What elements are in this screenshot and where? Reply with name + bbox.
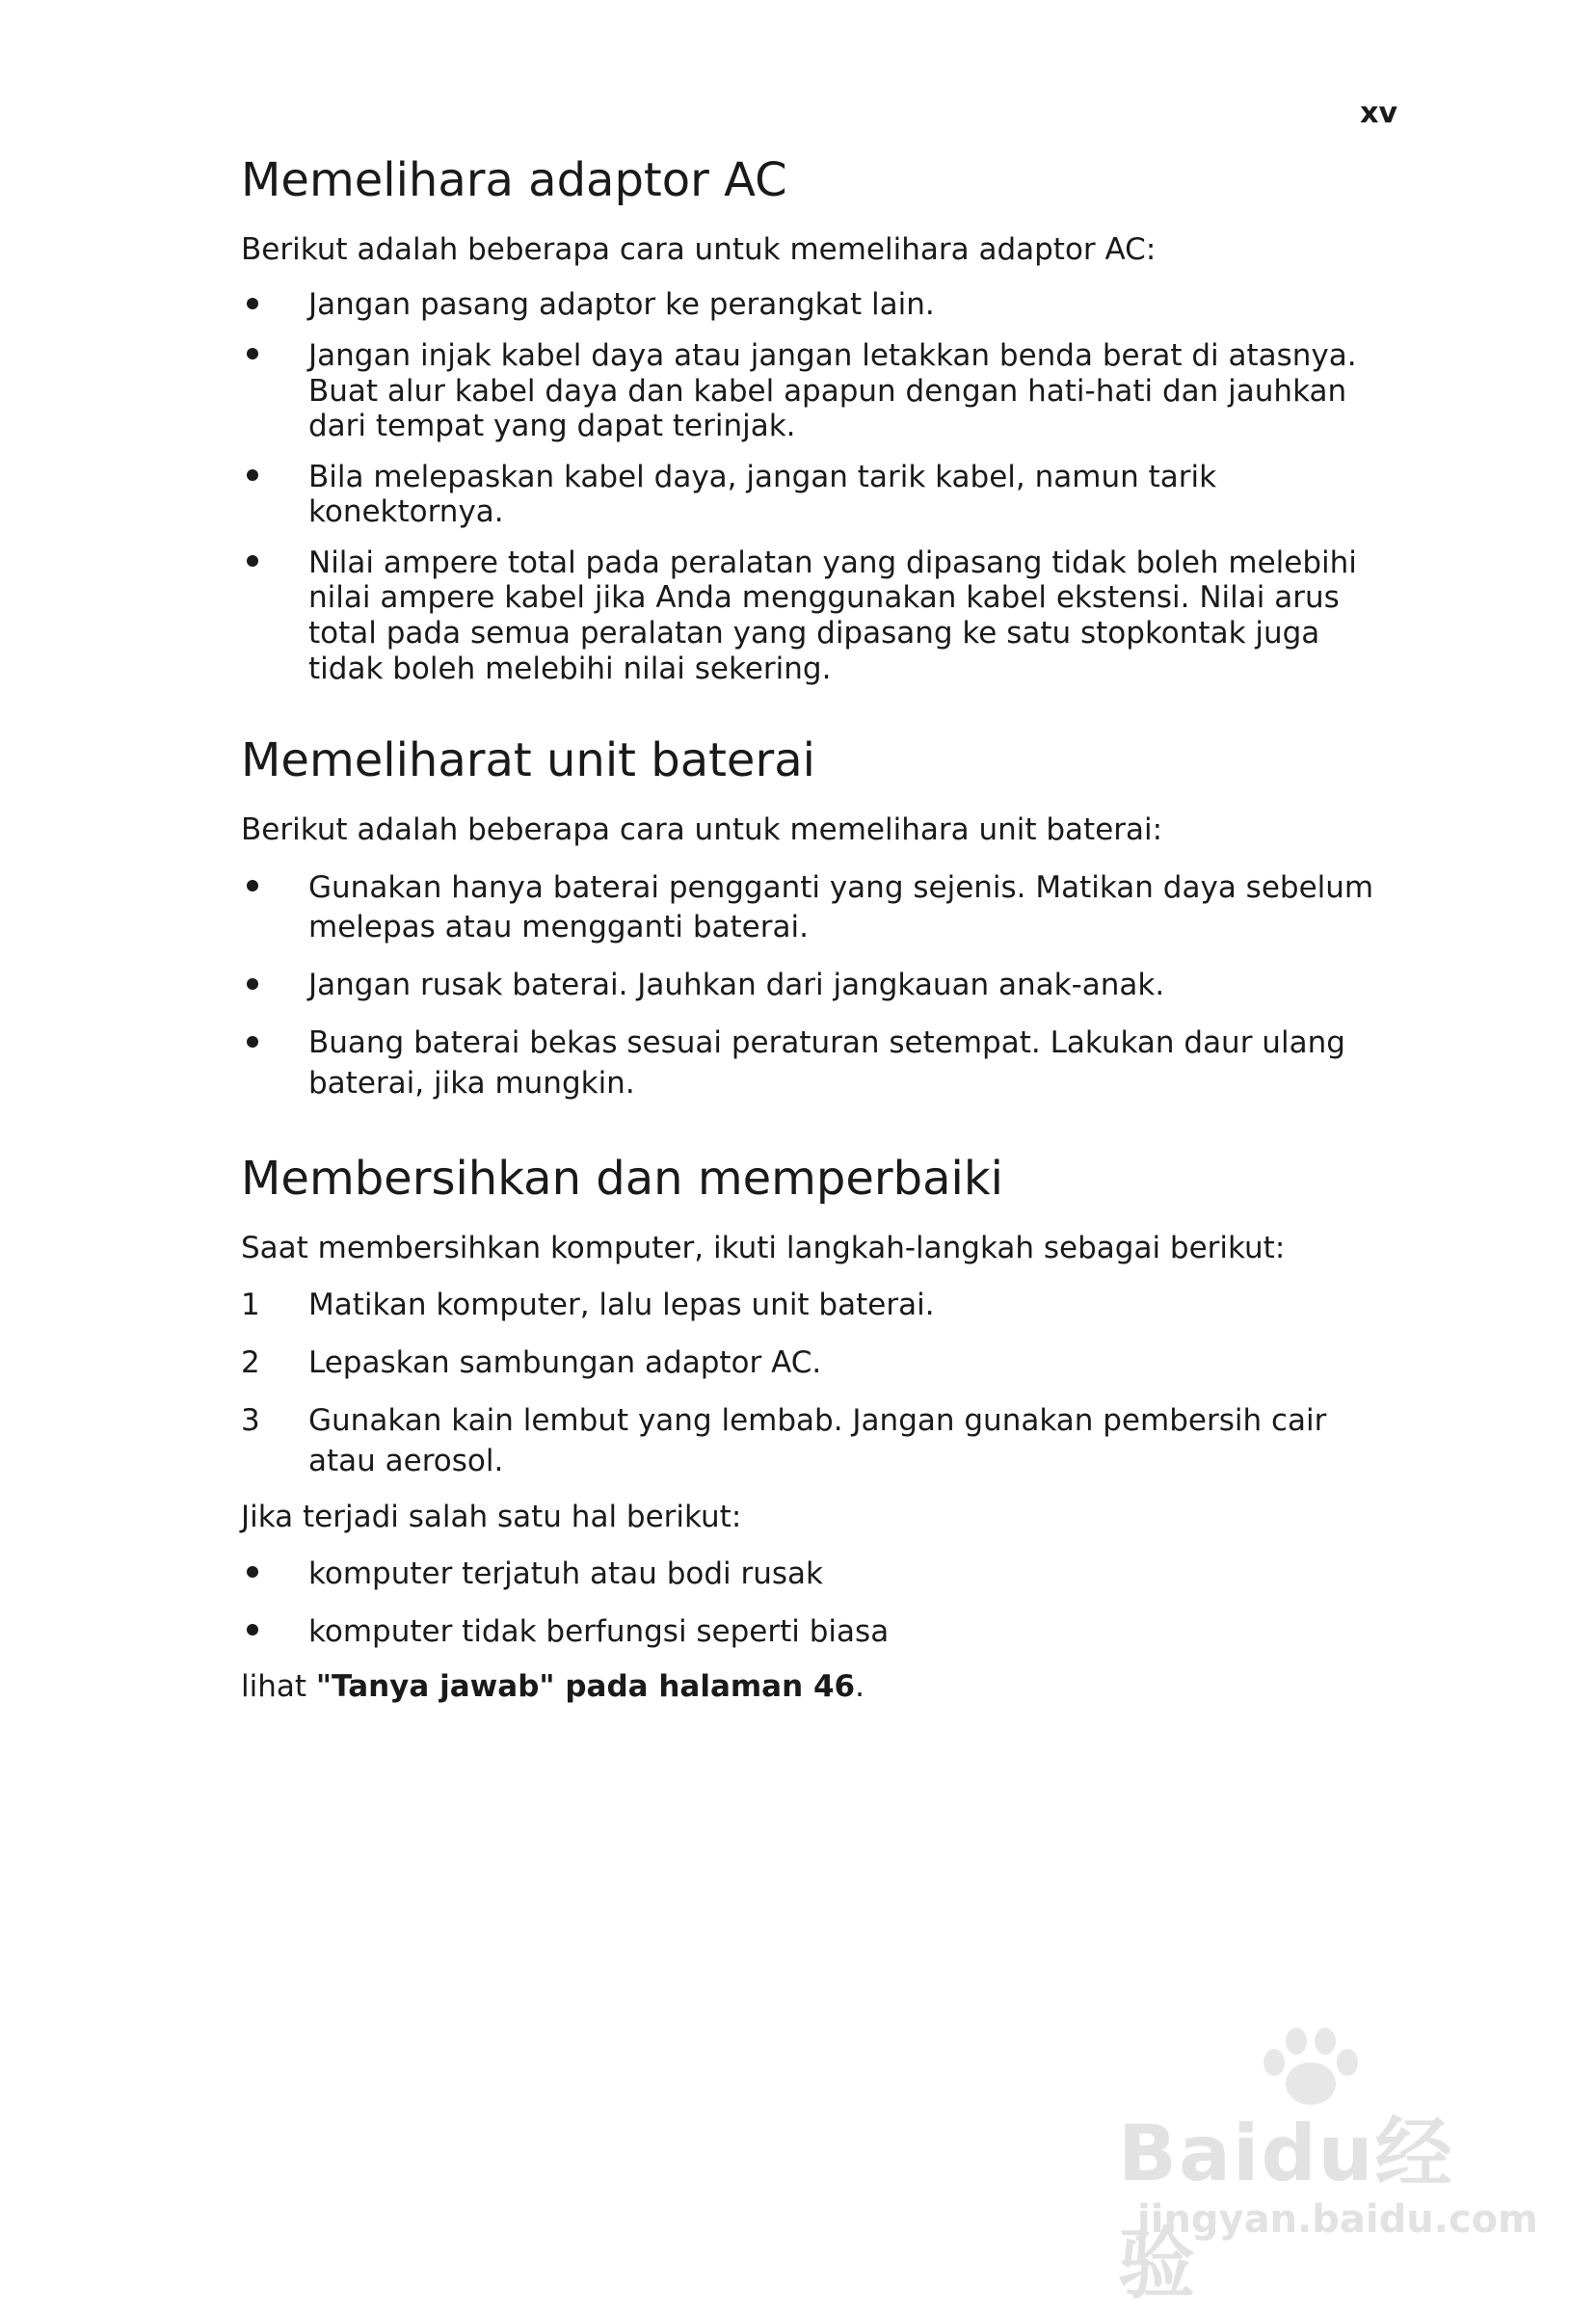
step-item bbox=[241, 1343, 1378, 1384]
step-number: 2 bbox=[241, 1344, 260, 1380]
list-item-text: komputer terjatuh atau bodi rusak bbox=[308, 1555, 823, 1591]
cross-reference-link[interactable]: "Tanya jawab" pada halaman 46 bbox=[315, 1669, 856, 1705]
list-item bbox=[241, 287, 1378, 323]
list-item-text: Bila melepaskan kabel daya, jangan tarik kabel, namun tarik konektornya. bbox=[308, 459, 1217, 530]
watermark-url: jingyan.baidu.com bbox=[1137, 2197, 1538, 2242]
list-item-text: Jangan pasang adaptor ke perangkat lain. bbox=[308, 287, 935, 323]
list-item bbox=[241, 338, 1378, 444]
bullet-icon bbox=[247, 1566, 258, 1578]
reference-line bbox=[241, 1669, 1378, 1705]
list-item-text: Gunakan hanya baterai pengganti yang sejenis. Matikan daya sebelum melepas atau mengganti baterai. bbox=[308, 869, 1374, 945]
bullet-icon bbox=[247, 1624, 258, 1635]
list-item bbox=[241, 1024, 1378, 1104]
step-number: 3 bbox=[241, 1402, 260, 1438]
step-item bbox=[241, 1401, 1378, 1482]
list-item-text: Jangan rusak baterai. Jauhkan dari jangkauan anak-anak. bbox=[308, 968, 1165, 1003]
list-item-text: komputer tidak berfungsi seperti biasa bbox=[308, 1613, 890, 1649]
bullet-list bbox=[241, 868, 1378, 1104]
step-text: Gunakan kain lembut yang lembab. Jangan gunakan pembersih cair atau aerosol. bbox=[308, 1402, 1327, 1478]
section-heading: Memeliharat unit baterai bbox=[241, 733, 815, 788]
list-item-text: Nilai ampere total pada peralatan yang dipasang tidak boleh melebihi nilai ampere kabel jika Anda menggunakan kabel ekstensi. Nilai arus total pada semua peralatan yang dipasang ke satu stopkontak juga tidak boleh melebihi nilai sekering. bbox=[308, 545, 1357, 686]
list-item bbox=[241, 966, 1378, 1006]
page-number: xv bbox=[1360, 96, 1397, 130]
list-item-text: Buang baterai bekas sesuai peraturan setempat. Lakukan daur ulang baterai, jika mungkin. bbox=[308, 1025, 1345, 1101]
step-number: 1 bbox=[241, 1288, 260, 1323]
list-item bbox=[241, 1555, 1378, 1595]
section-heading: Membersihkan dan memperbaiki bbox=[241, 1151, 1003, 1206]
step-text: Matikan komputer, lalu lepas unit baterai. bbox=[308, 1288, 935, 1323]
list-item bbox=[241, 1612, 1378, 1653]
list-item bbox=[241, 460, 1378, 530]
baidu-watermark bbox=[1108, 2024, 1538, 2309]
numbered-list bbox=[241, 1286, 1378, 1481]
bullet-icon bbox=[247, 298, 258, 309]
bullet-icon bbox=[247, 555, 258, 567]
reference-prefix: lihat bbox=[241, 1669, 316, 1705]
list-item bbox=[241, 868, 1378, 949]
page-content bbox=[241, 154, 1378, 1754]
bullet-icon bbox=[247, 1036, 258, 1048]
bullet-icon bbox=[247, 348, 258, 359]
section-intro: Berikut adalah beberapa cara untuk memelihara unit baterai: bbox=[241, 812, 1163, 848]
bullet-icon bbox=[247, 978, 258, 990]
bullet-list bbox=[241, 1555, 1378, 1653]
section-cleaning bbox=[241, 1153, 1378, 1706]
reference-suffix: . bbox=[855, 1669, 864, 1705]
watermark-logo: Baidu经验 bbox=[1118, 2109, 1454, 2309]
condition-intro: Jika terjadi salah satu hal berikut: bbox=[241, 1499, 742, 1534]
section-intro: Berikut adalah beberapa cara untuk memelihara adaptor AC: bbox=[241, 232, 1157, 268]
section-battery bbox=[241, 734, 1378, 1104]
list-item-text: Jangan injak kabel daya atau jangan letakkan benda berat di atasnya. Buat alur kabel daya dan kabel apapun dengan hati-hati dan jauhkan dari tempat yang dapat terinjak. bbox=[308, 337, 1357, 444]
section-adaptor bbox=[241, 154, 1378, 686]
section-heading: Memelihara adaptor AC bbox=[241, 153, 787, 207]
bullet-icon bbox=[247, 880, 258, 891]
section-intro: Saat membersihkan komputer, ikuti langkah-langkah sebagai berikut: bbox=[241, 1230, 1286, 1265]
step-item bbox=[241, 1286, 1378, 1326]
step-text: Lepaskan sambungan adaptor AC. bbox=[308, 1344, 822, 1380]
list-item bbox=[241, 545, 1378, 686]
bullet-list bbox=[241, 287, 1378, 686]
bullet-icon bbox=[247, 469, 258, 481]
